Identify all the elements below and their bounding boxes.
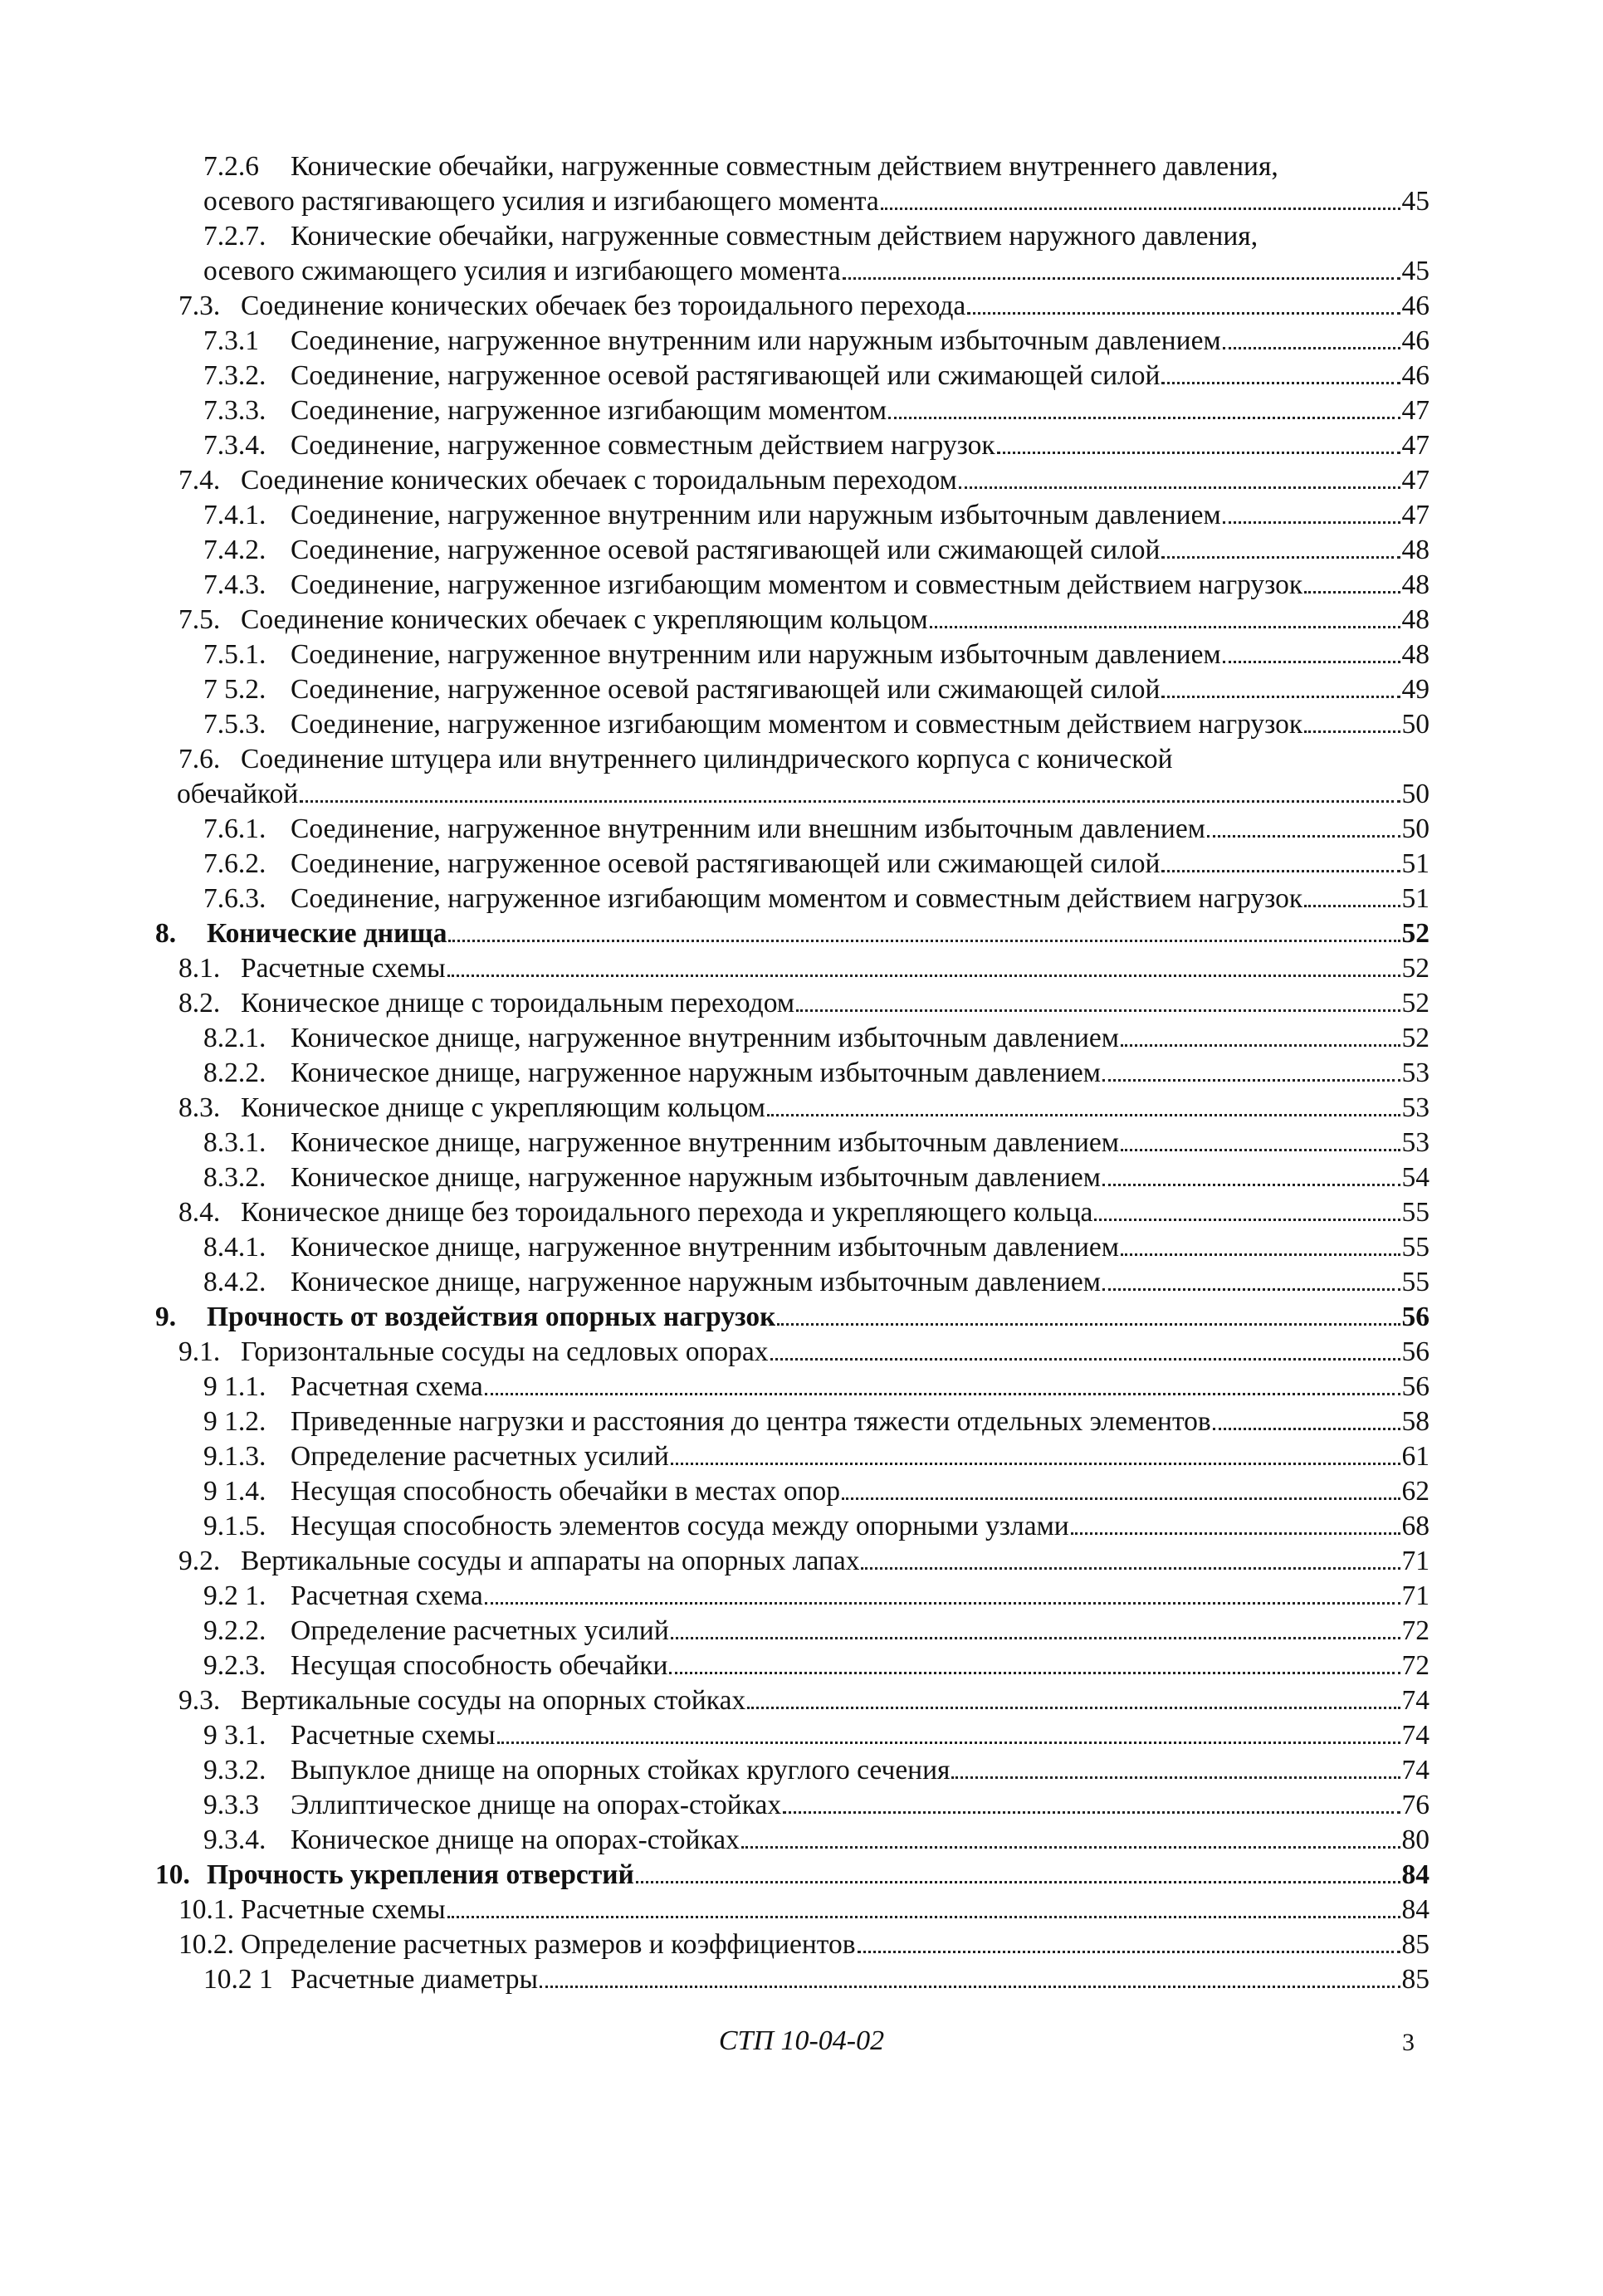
toc-entry-title: Коническое днище на опорах-стойках: [291, 1825, 740, 1855]
toc-entry-number: 9.3.4.: [203, 1825, 266, 1855]
toc-leader-dots: [1102, 1265, 1400, 1300]
toc-entry: [155, 254, 1430, 289]
toc-entry: [155, 149, 1430, 184]
toc-entry-page: 54: [1401, 1162, 1430, 1193]
toc-entry-page: 50: [1401, 779, 1430, 809]
toc-entry-page: 52: [1401, 918, 1430, 949]
toc-entry-page: 46: [1401, 360, 1430, 391]
toc-entry-title: Эллиптическое днище на опорах-стойках: [291, 1790, 782, 1820]
toc-leader-dots: [888, 393, 1400, 428]
toc-entry-number: 8.2.2.: [203, 1058, 266, 1088]
toc-entry-title: осевого растягивающего усилия и изгибающего момента: [203, 186, 879, 217]
toc-entry-number: 9.3.2.: [203, 1755, 266, 1786]
toc-entry: [155, 1649, 1430, 1683]
toc-leader-dots: [1102, 1160, 1400, 1195]
toc-entry-title: Соединение, нагруженное осевой растягивающей или сжимающей силой: [291, 360, 1161, 391]
toc-entry-title: Коническое днище с тороидальным переходом: [241, 988, 795, 1019]
toc-entry: [155, 1962, 1430, 1997]
toc-entry-title: Прочность от воздействия опорных нагрузок: [207, 1302, 776, 1332]
toc-entry: [155, 1858, 1430, 1893]
toc-entry-page: 85: [1401, 1964, 1430, 1995]
toc-entry-number: 8.2.: [178, 988, 221, 1019]
toc-leader-dots: [1207, 812, 1400, 847]
toc-entry: [155, 603, 1430, 638]
toc-entry-title: Соединение, нагруженное внутренним или внешним избыточным давлением: [291, 813, 1205, 844]
toc-entry-page: 53: [1401, 1058, 1430, 1088]
toc-entry-title: Соединение, нагруженное внутренним или наружным избыточным давлением: [291, 639, 1221, 670]
toc-entry-page: 45: [1401, 256, 1430, 286]
toc-entry-title: Соединение конических обечаек с тороидальным переходом: [241, 465, 957, 496]
toc-entry-number: 9.2.3.: [203, 1650, 266, 1681]
toc-leader-dots: [1304, 882, 1400, 916]
toc-entry: [155, 359, 1430, 393]
toc-entry: [155, 1718, 1430, 1753]
toc-entry-page: 46: [1401, 291, 1430, 321]
toc-entry: [155, 916, 1430, 951]
toc-entry-page: 46: [1401, 325, 1430, 356]
toc-entry-number: 9.3.: [178, 1685, 221, 1716]
toc-entry: [155, 882, 1430, 916]
toc-entry-title: Соединение, нагруженное осевой растягивающей или сжимающей силой: [291, 535, 1161, 565]
toc-entry-title: Соединение, нагруженное изгибающим моментом и совместным действием нагрузок: [291, 883, 1303, 914]
toc-entry-title: Конические обечайки, нагруженные совместным действием наружного давления,: [291, 221, 1258, 252]
toc-entry-number: 10.: [155, 1859, 190, 1890]
toc-entry: [155, 1579, 1430, 1614]
toc-entry: [155, 1404, 1430, 1439]
toc-entry-number: 7 5.2.: [203, 674, 266, 705]
toc-leader-dots: [1121, 1021, 1400, 1056]
toc-entry-title: обечайкой: [177, 779, 299, 809]
toc-entry-number: 7.3.2.: [203, 360, 266, 391]
toc-entry-number: 8.2.1.: [203, 1023, 266, 1053]
toc-entry-title: Коническое днище с укрепляющим кольцом: [241, 1092, 766, 1123]
toc-entry: [155, 951, 1430, 986]
toc-entry-title: Коническое днище без тороидального перехода и укрепляющего кольца: [241, 1197, 1093, 1228]
toc-entry-number: 9.: [155, 1302, 177, 1332]
toc-entry: [155, 1823, 1430, 1858]
toc-leader-dots: [671, 1439, 1400, 1474]
toc-entry-title: Коническое днище, нагруженное внутренним избыточным давлением: [291, 1023, 1119, 1053]
toc-entry: [155, 986, 1430, 1021]
toc-entry: [155, 1753, 1430, 1788]
toc-entry: [155, 1614, 1430, 1649]
toc-entry-page: 74: [1401, 1755, 1430, 1786]
toc-entry-page: 56: [1401, 1371, 1430, 1402]
toc-entry-number: 9.2 1.: [203, 1580, 266, 1611]
toc-leader-dots: [1161, 359, 1400, 393]
toc-leader-dots: [1213, 1404, 1400, 1439]
toc-entry: [155, 672, 1430, 707]
toc-entry-number: 7.5.: [178, 604, 221, 635]
toc-entry: [155, 1683, 1430, 1718]
toc-entry-title: Расчетные схемы: [241, 953, 446, 984]
toc-entry: [155, 1927, 1430, 1962]
toc-entry-number: 8.1.: [178, 953, 221, 984]
toc-entry: [155, 777, 1430, 812]
toc-entry-number: 9.1.3.: [203, 1441, 266, 1472]
toc-leader-dots: [967, 289, 1400, 324]
toc-entry: [155, 1335, 1430, 1370]
toc-entry-page: 72: [1401, 1650, 1430, 1681]
toc-entry-page: 85: [1401, 1929, 1430, 1960]
toc-entry-title: Определение расчетных усилий: [291, 1441, 669, 1472]
toc-entry: [155, 1230, 1430, 1265]
toc-entry-page: 48: [1401, 639, 1430, 670]
toc-entry-title: Коническое днище, нагруженное наружным избыточным давлением: [291, 1058, 1101, 1088]
toc-leader-dots: [951, 1753, 1400, 1788]
toc-leader-dots: [1121, 1126, 1400, 1160]
toc-entry-title: Несущая способность элементов сосуда между опорными узлами: [291, 1511, 1069, 1541]
toc-entry-title: Соединение, нагруженное осевой растягивающей или сжимающей силой: [291, 848, 1161, 879]
toc-entry-page: 76: [1401, 1790, 1430, 1820]
toc-entry-number: 8.4.1.: [203, 1232, 266, 1263]
toc-entry-number: 9.1.: [178, 1336, 221, 1367]
toc-entry: [155, 1091, 1430, 1126]
toc-entry-title: Конические обечайки, нагруженные совместным действием внутреннего давления,: [291, 151, 1278, 182]
toc-entry: [155, 463, 1430, 498]
toc-leader-dots: [671, 1614, 1400, 1649]
toc-leader-dots: [1304, 568, 1400, 603]
toc-entry-number: 7.2.6: [203, 151, 259, 182]
toc-entry: [155, 847, 1430, 882]
toc-leader-dots: [861, 1544, 1400, 1579]
toc-entry-page: 71: [1401, 1546, 1430, 1576]
toc-entry-title: Соединение конических обечаек с укрепляющим кольцом: [241, 604, 928, 635]
toc-entry-number: 7.3.1: [203, 325, 259, 356]
toc-entry: [155, 1126, 1430, 1160]
toc-leader-dots: [796, 986, 1400, 1021]
toc-entry-number: 7.2.7.: [203, 221, 266, 252]
toc-entry-title: Соединение, нагруженное внутренним или наружным избыточным давлением: [291, 325, 1221, 356]
toc-entry-page: 47: [1401, 430, 1430, 461]
toc-entry: [155, 1021, 1430, 1056]
toc-leader-dots: [1161, 672, 1400, 707]
toc-entry-number: 7.4.2.: [203, 535, 266, 565]
toc-entry-title: Расчетные схемы: [291, 1720, 496, 1751]
document-code: СТП 10-04-02: [718, 2025, 885, 2056]
toc-entry-number: 7.4.3.: [203, 569, 266, 600]
toc-leader-dots: [1223, 324, 1400, 359]
toc-entry-page: 74: [1401, 1685, 1430, 1716]
toc-leader-dots: [930, 603, 1400, 638]
toc-entry-title: Расчетная схема: [291, 1580, 483, 1611]
toc-entry-page: 48: [1401, 604, 1430, 635]
table-of-contents: [155, 149, 1430, 1997]
toc-entry-page: 55: [1401, 1197, 1430, 1228]
toc-entry: [155, 1893, 1430, 1927]
toc-entry-number: 7.3.4.: [203, 430, 266, 461]
toc-entry: [155, 1160, 1430, 1195]
toc-entry: [155, 1370, 1430, 1404]
toc-entry-number: 9 3.1.: [203, 1720, 266, 1751]
toc-leader-dots: [497, 1718, 1400, 1753]
toc-entry-page: 52: [1401, 953, 1430, 984]
toc-leader-dots: [1223, 638, 1400, 672]
toc-entry-title: Выпуклое днище на опорных стойках круглого сечения: [291, 1755, 951, 1786]
toc-entry-title: Соединение конических обечаек без тороидального перехода: [241, 291, 966, 321]
toc-entry-number: 9.2.: [178, 1546, 221, 1576]
toc-entry-title: Вертикальные сосуды и аппараты на опорных лапах: [241, 1546, 860, 1576]
toc-entry-title: Конические днища: [207, 918, 447, 949]
toc-entry-number: 7.3.3.: [203, 395, 266, 426]
toc-entry-page: 74: [1401, 1720, 1430, 1751]
toc-entry: [155, 1056, 1430, 1091]
toc-entry-page: 55: [1401, 1232, 1430, 1263]
toc-leader-dots: [669, 1649, 1400, 1683]
toc-leader-dots: [741, 1823, 1400, 1858]
toc-entry: [155, 498, 1430, 533]
toc-leader-dots: [1304, 707, 1400, 742]
toc-entry-title: Соединение штуцера или внутреннего цилиндрического корпуса с конической: [241, 744, 1173, 774]
toc-entry: [155, 1509, 1430, 1544]
toc-entry: [155, 184, 1430, 219]
toc-leader-dots: [300, 777, 1400, 812]
toc-leader-dots: [1161, 533, 1400, 568]
toc-entry-number: 7.3.: [178, 291, 221, 321]
toc-entry-number: 8.3.2.: [203, 1162, 266, 1193]
toc-entry-page: 50: [1401, 709, 1430, 740]
toc-entry-title: Горизонтальные сосуды на седловых опорах: [241, 1336, 769, 1367]
toc-entry: [155, 1265, 1430, 1300]
toc-entry-page: 47: [1401, 395, 1430, 426]
toc-leader-dots: [842, 1474, 1400, 1509]
toc-entry-number: 7.5.3.: [203, 709, 266, 740]
toc-entry-title: Расчетные схемы: [241, 1894, 446, 1925]
toc-leader-dots: [540, 1962, 1400, 1997]
toc-entry-page: 58: [1401, 1406, 1430, 1437]
toc-entry-page: 50: [1401, 813, 1430, 844]
toc-entry-title: Вертикальные сосуды на опорных стойках: [241, 1685, 746, 1716]
toc-entry-title: Коническое днище, нагруженное внутренним избыточным давлением: [291, 1232, 1119, 1263]
toc-entry-title: Коническое днище, нагруженное наружным избыточным давлением: [291, 1267, 1101, 1297]
toc-entry-title: Несущая способность обечайки в местах опор: [291, 1476, 841, 1507]
toc-entry-number: 9.1.5.: [203, 1511, 266, 1541]
toc-entry-title: Определение расчетных размеров и коэффициентов: [241, 1929, 856, 1960]
toc-entry: [155, 707, 1430, 742]
toc-leader-dots: [767, 1091, 1400, 1126]
toc-entry-title: осевого сжимающего усилия и изгибающего момента: [203, 256, 841, 286]
toc-leader-dots: [770, 1335, 1400, 1370]
toc-entry-page: 45: [1401, 186, 1430, 217]
toc-entry: [155, 1474, 1430, 1509]
toc-leader-dots: [1121, 1230, 1400, 1265]
toc-entry: [155, 568, 1430, 603]
toc-entry: [155, 1300, 1430, 1335]
toc-entry: [155, 1544, 1430, 1579]
toc-leader-dots: [843, 254, 1400, 289]
toc-entry-number: 7.6.2.: [203, 848, 266, 879]
toc-leader-dots: [485, 1370, 1400, 1404]
toc-entry-title: Соединение, нагруженное внутренним или наружным избыточным давлением: [291, 500, 1221, 530]
toc-entry-page: 55: [1401, 1267, 1430, 1297]
toc-entry-title: Коническое днище, нагруженное наружным избыточным давлением: [291, 1162, 1101, 1193]
toc-entry-number: 8.4.2.: [203, 1267, 266, 1297]
toc-entry-page: 51: [1401, 848, 1430, 879]
page-number: 3: [1402, 2029, 1415, 2056]
toc-entry-page: 62: [1401, 1476, 1430, 1507]
toc-entry: [155, 324, 1430, 359]
toc-entry-number: 7.4.: [178, 465, 221, 496]
toc-entry-title: Соединение, нагруженное изгибающим моментом: [291, 395, 887, 426]
toc-leader-dots: [747, 1683, 1400, 1718]
toc-entry-title: Соединение, нагруженное изгибающим моментом и совместным действием нагрузок: [291, 709, 1303, 740]
toc-entry-page: 84: [1401, 1859, 1430, 1890]
page-footer: [0, 2025, 1603, 2067]
toc-entry-number: 8.: [155, 918, 177, 949]
toc-entry-number: 7.4.1.: [203, 500, 266, 530]
toc-leader-dots: [783, 1788, 1400, 1823]
toc-entry: [155, 1195, 1430, 1230]
toc-leader-dots: [777, 1300, 1400, 1335]
toc-entry-title: Расчетные диаметры: [291, 1964, 538, 1995]
toc-entry-title: Прочность укрепления отверстий: [207, 1859, 634, 1890]
toc-entry-number: 9 1.2.: [203, 1406, 266, 1437]
toc-entry: [155, 219, 1430, 254]
toc-leader-dots: [447, 1893, 1400, 1927]
toc-entry-page: 49: [1401, 674, 1430, 705]
toc-entry-title: Приведенные нагрузки и расстояния до центра тяжести отдельных элементов: [291, 1406, 1211, 1437]
toc-leader-dots: [1223, 498, 1400, 533]
toc-entry-page: 68: [1401, 1511, 1430, 1541]
toc-leader-dots: [959, 463, 1400, 498]
toc-entry-number: 10.1.: [178, 1894, 234, 1925]
toc-entry-page: 71: [1401, 1580, 1430, 1611]
toc-leader-dots: [881, 184, 1400, 219]
toc-entry-number: 7.5.1.: [203, 639, 266, 670]
toc-entry: [155, 812, 1430, 847]
toc-leader-dots: [447, 951, 1400, 986]
toc-entry: [155, 533, 1430, 568]
toc-entry-number: 9.3.3: [203, 1790, 259, 1820]
toc-leader-dots: [858, 1927, 1400, 1962]
toc-entry-number: 10.2 1: [203, 1964, 273, 1995]
toc-entry-number: 10.2.: [178, 1929, 234, 1960]
toc-leader-dots: [1071, 1509, 1400, 1544]
toc-entry-page: 47: [1401, 465, 1430, 496]
toc-leader-dots: [636, 1858, 1400, 1893]
toc-entry-page: 72: [1401, 1615, 1430, 1646]
toc-entry-number: 8.3.1.: [203, 1127, 266, 1158]
toc-leader-dots: [448, 916, 1400, 951]
toc-entry-title: Несущая способность обечайки: [291, 1650, 668, 1681]
toc-entry-title: Соединение, нагруженное осевой растягивающей или сжимающей силой: [291, 674, 1161, 705]
toc-entry-page: 53: [1401, 1127, 1430, 1158]
toc-leader-dots: [997, 428, 1400, 463]
toc-entry-number: 8.3.: [178, 1092, 221, 1123]
toc-entry-page: 47: [1401, 500, 1430, 530]
toc-entry: [155, 1439, 1430, 1474]
toc-entry-page: 53: [1401, 1092, 1430, 1123]
toc-entry: [155, 289, 1430, 324]
toc-entry: [155, 742, 1430, 777]
toc-entry-title: Определение расчетных усилий: [291, 1615, 669, 1646]
toc-entry-title: Расчетная схема: [291, 1371, 483, 1402]
toc-entry: [155, 638, 1430, 672]
toc-entry-number: 7.6.3.: [203, 883, 266, 914]
toc-entry-title: Соединение, нагруженное совместным действием нагрузок: [291, 430, 995, 461]
toc-entry-number: 7.6.: [178, 744, 221, 774]
toc-entry-page: 48: [1401, 569, 1430, 600]
toc-leader-dots: [1161, 847, 1400, 882]
toc-entry-page: 48: [1401, 535, 1430, 565]
toc-entry-page: 61: [1401, 1441, 1430, 1472]
toc-leader-dots: [1102, 1056, 1400, 1091]
toc-entry-page: 84: [1401, 1894, 1430, 1925]
toc-entry: [155, 428, 1430, 463]
toc-entry-number: 9 1.1.: [203, 1371, 266, 1402]
toc-entry-page: 56: [1401, 1302, 1430, 1332]
toc-entry-title: Соединение, нагруженное изгибающим моментом и совместным действием нагрузок: [291, 569, 1303, 600]
toc-leader-dots: [1094, 1195, 1400, 1230]
toc-entry-title: Коническое днище, нагруженное внутренним избыточным давлением: [291, 1127, 1119, 1158]
toc-leader-dots: [485, 1579, 1400, 1614]
toc-entry-number: 9 1.4.: [203, 1476, 266, 1507]
toc-entry-page: 51: [1401, 883, 1430, 914]
toc-entry-page: 80: [1401, 1825, 1430, 1855]
toc-entry-page: 56: [1401, 1336, 1430, 1367]
toc-entry-page: 52: [1401, 1023, 1430, 1053]
toc-entry-number: 9.2.2.: [203, 1615, 266, 1646]
toc-entry-number: 8.4.: [178, 1197, 221, 1228]
toc-entry: [155, 1788, 1430, 1823]
toc-entry: [155, 393, 1430, 428]
toc-entry-page: 52: [1401, 988, 1430, 1019]
toc-entry-number: 7.6.1.: [203, 813, 266, 844]
